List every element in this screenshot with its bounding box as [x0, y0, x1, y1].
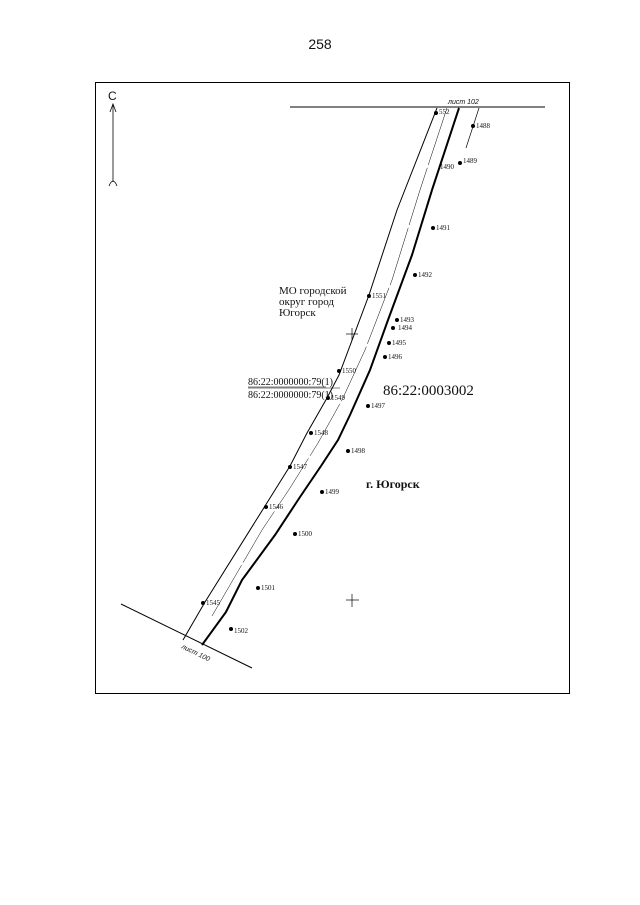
- road-point-label: 1491: [436, 224, 450, 232]
- parcel-point-label: 552: [439, 108, 450, 116]
- parcel-point-marker: [309, 431, 313, 435]
- road-point-label: 1489: [463, 157, 477, 165]
- road-point-label: 1493: [400, 316, 414, 324]
- parcel-number-upper: 86:22:0000000:79(1): [248, 377, 333, 388]
- road-point-marker: [293, 532, 297, 536]
- parcel-point-marker: [264, 505, 268, 509]
- road-point-label: 1496: [388, 353, 402, 361]
- road-point-label: 1500: [298, 530, 312, 538]
- parcel-left-boundary: [183, 108, 437, 640]
- road-point-label: 1492: [418, 271, 432, 279]
- road-point-marker: [383, 355, 387, 359]
- road-point-marker: [256, 586, 260, 590]
- city-label: г. Югорск: [366, 477, 420, 491]
- road-point-label: 1498: [351, 447, 365, 455]
- parcel-point-label: 1547: [293, 463, 307, 471]
- road-point-marker: [413, 273, 417, 277]
- page-number: 258: [308, 36, 332, 52]
- road-point-label: 1488: [476, 122, 490, 130]
- grid-cross-icon: [346, 594, 359, 607]
- parcel-point-marker: [201, 601, 205, 605]
- region-label-line: Югорск: [279, 307, 316, 319]
- road-point-label: 1497: [371, 402, 385, 410]
- parcel-point-label: 1550: [342, 367, 356, 375]
- parcel-point-label: 1548: [314, 429, 328, 437]
- road-point-marker: [366, 404, 370, 408]
- sheet-label-top: лист 102: [448, 99, 479, 106]
- sheet-boundary-bottom: [121, 604, 252, 668]
- parcel-point-marker: [434, 111, 438, 115]
- region-label-line: округ город: [279, 296, 334, 308]
- parcel-point-marker: [337, 369, 341, 373]
- road-point-marker: [458, 161, 462, 165]
- parcel-inner-line: [212, 108, 447, 616]
- parcel-point-label: 1551: [372, 292, 386, 300]
- road-point-label: 1495: [392, 339, 406, 347]
- cadastral-block-label: 86:22:0003002: [383, 383, 474, 399]
- road-point-marker: [471, 124, 475, 128]
- road-point-marker: [320, 490, 324, 494]
- road-point-marker: [346, 449, 350, 453]
- parcel-point-label: 1549: [331, 394, 345, 402]
- parcel-point-label: 1546: [269, 503, 283, 511]
- road-point-label: 1499: [325, 488, 339, 496]
- road-point-marker: [387, 341, 391, 345]
- parcel-point-label: 1545: [206, 599, 220, 607]
- road-point-marker: [431, 226, 435, 230]
- road-point-label: 1490: [440, 163, 454, 171]
- sheet-label-bottom: лист 100: [180, 643, 211, 664]
- road-point-label: 1501: [261, 584, 275, 592]
- road-point-marker: [229, 627, 233, 631]
- north-arrow-icon: [109, 104, 117, 186]
- north-label: С: [108, 89, 117, 103]
- region-label-line: МО городской: [279, 285, 347, 297]
- parcel-point-marker: [367, 294, 371, 298]
- parcel-point-marker: [288, 465, 292, 469]
- parcel-number-lower: 86:22:0000000:79(1): [248, 390, 333, 401]
- road-point-label: 1502: [234, 627, 248, 635]
- road-point-marker: [391, 326, 395, 330]
- road-point-label: 1494: [398, 324, 412, 332]
- road-point-marker: [395, 318, 399, 322]
